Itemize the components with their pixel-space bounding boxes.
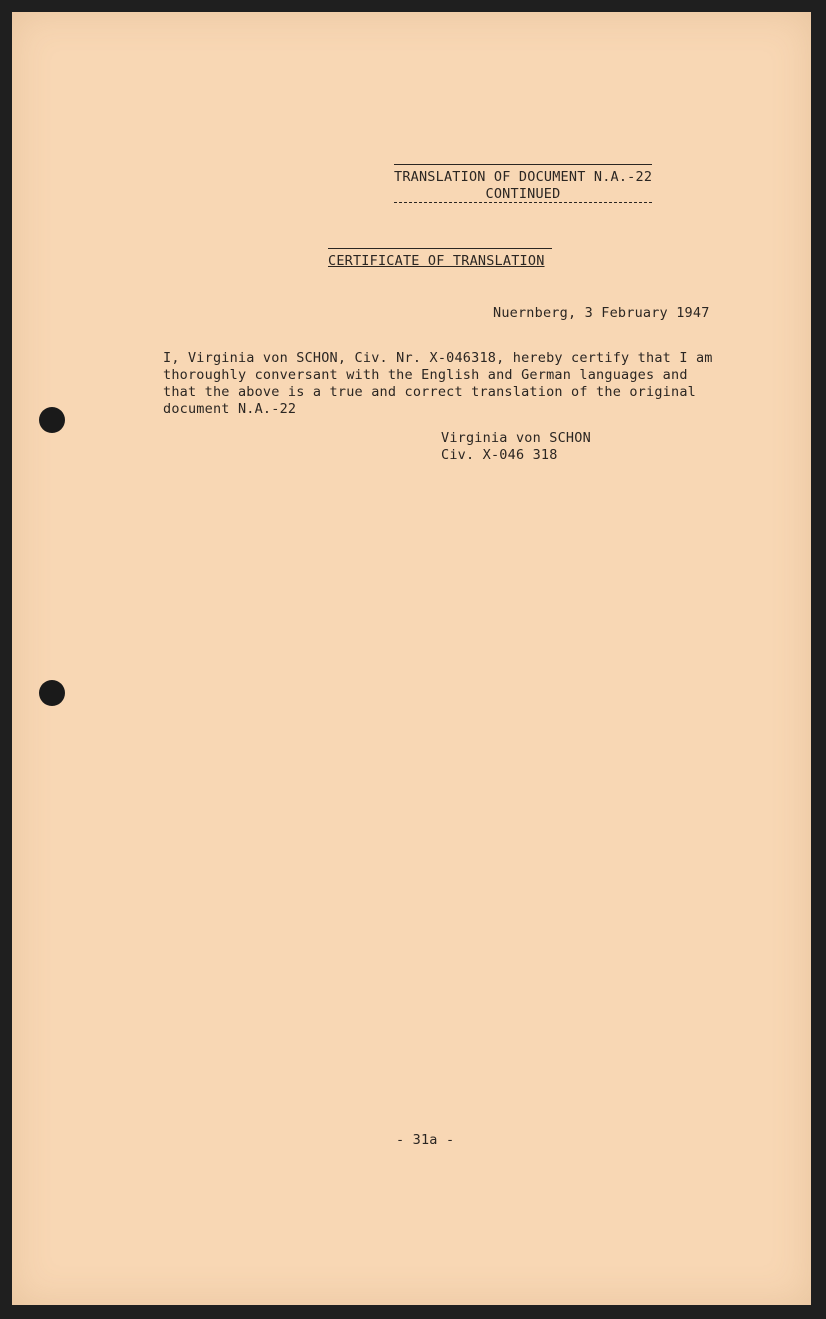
page-number: - 31a -: [396, 1132, 455, 1148]
certificate-rule-top: [328, 248, 552, 249]
document-header-continued: CONTINUED: [485, 186, 561, 202]
signature-name: Virginia von SCHON: [441, 430, 591, 446]
document-header-title: TRANSLATION OF DOCUMENT N.A.-22: [394, 169, 653, 185]
punch-hole-bottom: [39, 680, 65, 706]
certificate-title: CERTIFICATE OF TRANSLATION: [328, 253, 545, 269]
punch-hole-top: [39, 407, 65, 433]
header-rule-top: [394, 164, 652, 165]
header-rule-bottom: [394, 202, 652, 203]
certification-line-4: document N.A.-22: [163, 401, 297, 417]
signature-civ-number: Civ. X-046 318: [441, 447, 558, 463]
certification-line-2: thoroughly conversant with the English and German languages and: [163, 367, 688, 383]
certification-line-1: I, Virginia von SCHON, Civ. Nr. X-046318, hereby certify that I am: [163, 350, 713, 366]
certification-line-3: that the above is a true and correct translation of the original: [163, 384, 696, 400]
document-page: [12, 12, 811, 1305]
place-date: Nuernberg, 3 February 1947: [493, 305, 710, 321]
